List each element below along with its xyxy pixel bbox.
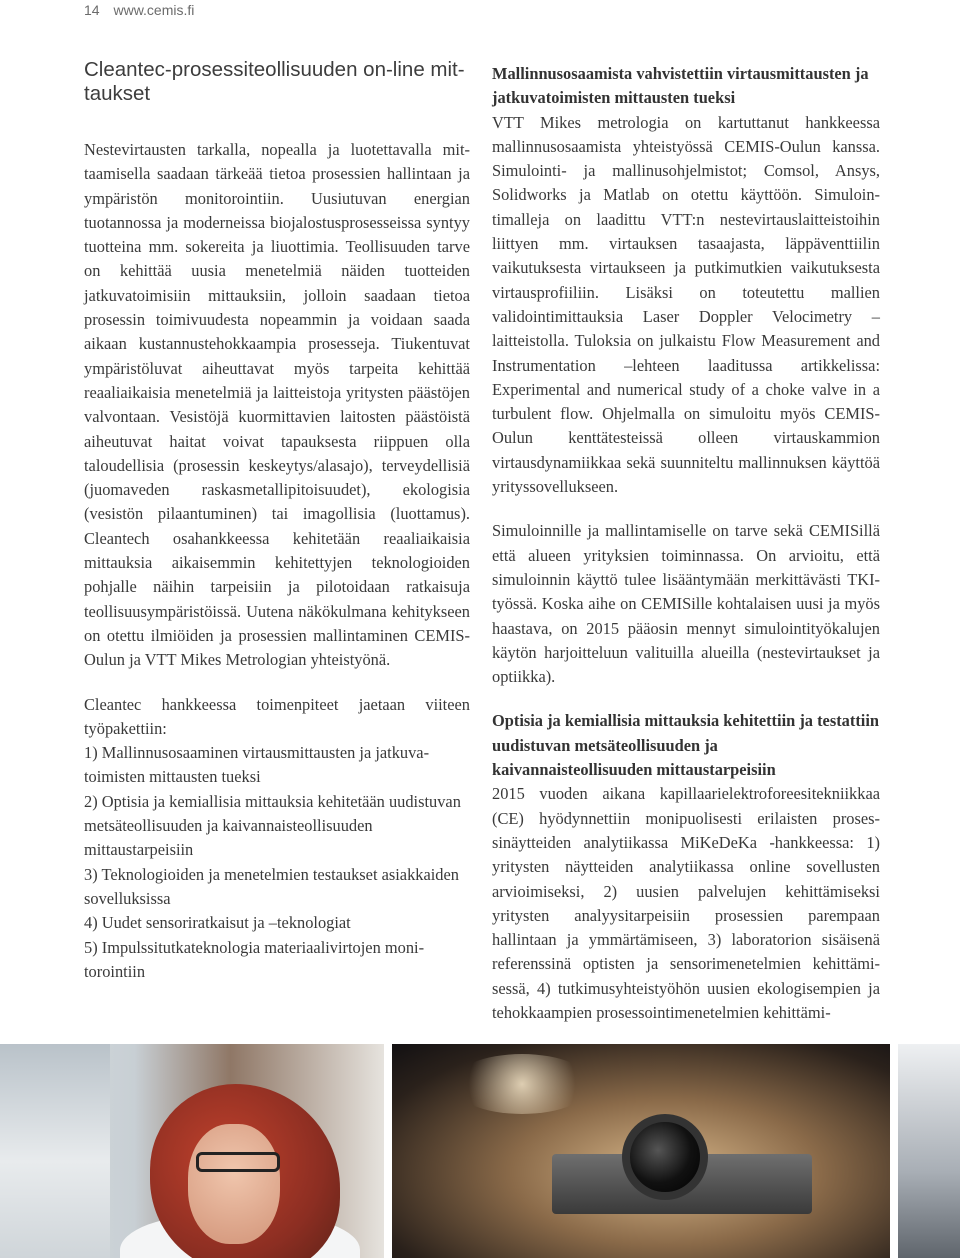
list-item: 1) Mallinnusosaaminen virtausmittausten ja jatkuvatoimisten mittausten tueksi (84, 743, 430, 787)
left-column (84, 58, 470, 984)
modeling-paragraph: VTT Mikes metrologia on kartuttanut hankkeessa mallinnusosaamista yhteistyössä CEMIS-Oulun kanssa. Simulointi- ja mallinusohjelmistot; Comsol, Ansys, Solidworks ja Matlab on otettu käyttöön. Simulointimalleja on laadittu VTT:n nestevirtauslaitteistoihin liittyen mm. virtauksen tasaajasta, läppäventtiilin vaikutuksesta virtaukseen ja putkimutkien vaikutuksesta virtausprofiiliin. Lisäksi on toteutettu mallien validointimittauksia Laser Doppler Velocimetry – laitteistolla. Tuloksia on julkaistu Flow Measurement and Instrumentation –lehteen laaditussa artikkelissa: Experimental and numerical study of a choke valve in a turbulent flow. Ohjelmalla on simuloitu myös CEMIS-Oulun kenttätesteissä olleen virtauskammion virtausdynamiikkaa sekä suunniteltu mallinnuksen käyttöä yrityssovellukseen. (492, 112, 880, 497)
photo-strip (0, 1044, 960, 1258)
page-number: 14 (84, 2, 100, 18)
simulation-paragraph: Simuloinnille ja mallintamiselle on tarve sekä CEMISillä että alueen yrityksien toiminnassa. On arvioitu, että simuloinnin käyttö tulee lisääntymään merkittävästi TKI-työssä. Koska aihe on CEMISille kohtalaisen uusi ja myös haastava, on 2015 pääosin mennyt simulointityökalujen käytön harjoitteluun valituilla alueilla (nestevirtaukset ja optiikka). (492, 521, 880, 687)
optics-equipment-photo (392, 1044, 890, 1258)
right-column (492, 62, 880, 1025)
optical-paragraph: 2015 vuoden aikana kapillaarielektroforeesitekniikkaa (CE) hyödynnettiin monipuolisesti erilaisten prosessinäytteiden analytiikassa MiKeDeKa -hankkeessa: 1) yritysten näytteiden analytiikassa online sovellusten arvioimiseksi, 2) uusien palvelujen kehittämiseksi yritysten analyysitarpeisiin prosessien parempaan hallintaan ja ymmärtämiseen, 3) laboratorion sisäisenä referenssinä optisten ja sensorimenetelmien kehittämisessä, 4) tutkimusyhteistyöhön uusien ekologisempien ja tehokkaampien prosessointimenetelmien kehittämi- (492, 784, 880, 1022)
sample-vials-photo (898, 1044, 960, 1258)
list-item: 2) Optisia ja kemiallisia mittauksia kehitetään uudistuvan metsäteollisuuden ja kaivannaisteollisuuden mittaustarpeisiin (84, 791, 461, 860)
work-packages-list (84, 741, 470, 984)
section-heading-optical: Optisia ja kemiallisia mittauksia kehitettiin ja testattiin uudistuvan metsäteollisuuden ja kaivannaisteollisuuden mittaustarpeisiin (492, 711, 879, 780)
page-header (84, 2, 204, 20)
glasses (196, 1152, 280, 1172)
light-glow (452, 1054, 592, 1114)
list-item: 5) Impulssitutkateknologia materiaalivirtojen monitorointiin (84, 937, 425, 981)
list-item: 4) Uudet sensoriratkaisut ja –teknologiat (84, 913, 351, 933)
work-packages-intro: Cleantec hankkeessa toimenpiteet jaetaan viiteen työpakettiin: (84, 694, 470, 738)
lab-researcher-photo (0, 1044, 384, 1258)
header-url[interactable]: www.cemis.fi (113, 2, 195, 18)
lab-bench (0, 1044, 110, 1258)
article-title: Cleantec-prosessiteollisuuden on-line mittaukset (84, 58, 465, 105)
lens-assembly (622, 1114, 708, 1200)
list-item: 3) Teknologioiden ja menetelmien testaukset asiakkaiden sovelluksissa (84, 864, 459, 908)
intro-paragraph: Nestevirtausten tarkalla, nopealla ja luotettavalla mittaamisella saadaan tärkeää tietoa prosessien hallintaan ja ympäristön monitorointiin. Uusiutuvan energian tuotannossa ja moderneissa biojalostusprosesseissa syntyy tuotteina mm. sokereita ja liuottimia. Teollisuuden tarve on kehittää uusia menetelmiä näiden tuotteiden jatkuvatoimisiin mittauksiin, jolloin saadaan tietoa prosessin toimivuudesta nopeammin ja voidaan saada aikaan kustannustehokkaampia prosesseja. Tiukentuvat ympäristöluvat aiheuttavat myös tarpeita kehittää reaaliaikaisia menetelmiä ja laitteistoja yritysten päästöjen valvontaan. Vesistöjä kuormittavien laitosten päästöistä aiheutuvat haitat voivat tapauksesta riippuen olla taloudellisia (prosessin keskeytys/alasajo), terveydellisiä (juomaveden raskasmetallipitoisuudet), ekologisia (vesistön pilaantuminen) tai imagollisia (luottamus). Cleantech osahankkeessa kehitetään reaaliaikaisia mittauksia aikaisemmin kehitettyjen teknologioiden pohjalle näihin tarpeisiin ja pilotoidaan ratkaisuja teollisuusympäristöissä. Uutena näkökulmana kehitykseen on otettu ilmiöiden ja prosessien mallintaminen CEMIS-Oulun ja VTT Mikes Metrologian yhteistyönä. (84, 140, 470, 670)
researcher-face (188, 1124, 280, 1244)
section-heading-modeling: Mallinnusosaamista vahvistettiin virtausmittausten ja jatkuvatoimisten mittausten tueksi (492, 64, 869, 108)
